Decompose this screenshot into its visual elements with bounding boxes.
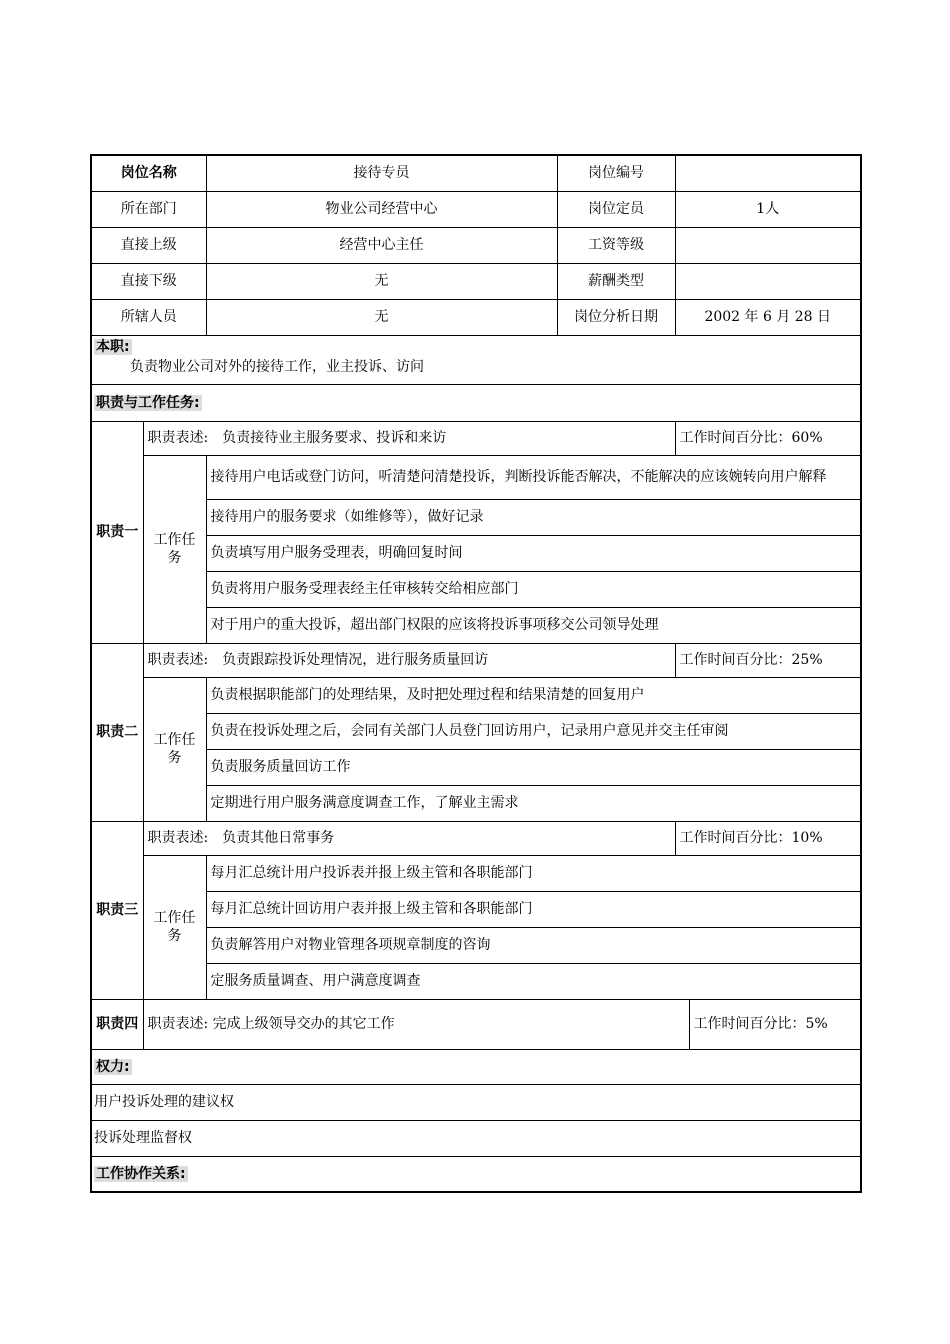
authority-item: 用户投诉处理的建议权 (91, 1084, 861, 1120)
duty-name: 职责一 (91, 421, 143, 643)
task-item: 负责解答用户对物业管理各项规章制度的咨询 (206, 927, 861, 963)
field-label: 所辖人员 (91, 299, 206, 335)
field-value: 无 (206, 263, 557, 299)
task-item: 每月汇总统计回访用户表并报上级主管和各职能部门 (206, 891, 861, 927)
field-label: 工资等级 (557, 227, 675, 263)
duty-description: 职责表述: 负责跟踪投诉处理情况，进行服务质量回访 (143, 643, 675, 677)
duty-time-percentage: 工作时间百分比：60% (675, 421, 861, 455)
task-item: 定服务质量调查、用户满意度调查 (206, 963, 861, 999)
task-item: 每月汇总统计用户投诉表并报上级主管和各职能部门 (206, 855, 861, 891)
field-value: 物业公司经营中心 (206, 191, 557, 227)
duties-section-label: 职责与工作任务: (96, 394, 200, 411)
field-value: 经营中心主任 (206, 227, 557, 263)
task-item: 对于用户的重大投诉，超出部门权限的应该将投诉事项移交公司领导处理 (206, 607, 861, 643)
job-description-table (90, 154, 862, 1193)
authority-header (91, 1049, 861, 1084)
field-label: 岗位名称 (91, 155, 206, 191)
field-value: 接待专员 (206, 155, 557, 191)
field-label: 直接下级 (91, 263, 206, 299)
field-label: 薪酬类型 (557, 263, 675, 299)
duty-name: 职责三 (91, 821, 143, 999)
task-item: 接待用户的服务要求（如维修等），做好记录 (206, 499, 861, 535)
task-label: 工作任务 (143, 677, 206, 821)
task-item: 定期进行用户服务满意度调查工作，了解业主需求 (206, 785, 861, 821)
field-label: 岗位定员 (557, 191, 675, 227)
main-duty-cell (91, 335, 861, 384)
job-description-form (90, 154, 860, 1193)
cooperation-label: 工作协作关系: (96, 1165, 186, 1182)
duty-description: 职责表述: 完成上级领导交办的其它工作 (143, 999, 689, 1049)
main-duty-label: 本职: (96, 338, 130, 355)
field-label: 岗位编号 (557, 155, 675, 191)
duty-name: 职责四 (91, 999, 143, 1049)
duty-time-percentage: 工作时间百分比：5% (689, 999, 861, 1049)
field-label: 岗位分析日期 (557, 299, 675, 335)
authority-item: 投诉处理监督权 (91, 1120, 861, 1156)
task-item: 负责在投诉处理之后，会同有关部门人员登门回访用户，记录用户意见并交主任审阅 (206, 713, 861, 749)
duty-time-percentage: 工作时间百分比：10% (675, 821, 861, 855)
task-item: 接待用户电话或登门访问，听清楚问清楚投诉，判断投诉能否解决，不能解决的应该婉转向用户解释 (206, 455, 861, 499)
duties-section-header (91, 384, 861, 421)
field-label: 所在部门 (91, 191, 206, 227)
authority-label: 权力: (96, 1058, 130, 1075)
duty-name: 职责二 (91, 643, 143, 821)
cooperation-header (91, 1156, 861, 1192)
field-value (675, 155, 861, 191)
task-item: 负责填写用户服务受理表，明确回复时间 (206, 535, 861, 571)
field-value: 1人 (675, 191, 861, 227)
duty-time-percentage: 工作时间百分比：25% (675, 643, 861, 677)
field-value (675, 227, 861, 263)
field-value (675, 263, 861, 299)
duty-description: 职责表述: 负责其他日常事务 (143, 821, 675, 855)
task-item: 负责服务质量回访工作 (206, 749, 861, 785)
task-item: 负责将用户服务受理表经主任审核转交给相应部门 (206, 571, 861, 607)
field-value: 2002 年 6 月 28 日 (675, 299, 861, 335)
field-value: 无 (206, 299, 557, 335)
duty-description: 职责表述: 负责接待业主服务要求、投诉和来访 (143, 421, 675, 455)
field-label: 直接上级 (91, 227, 206, 263)
task-label: 工作任务 (143, 455, 206, 643)
main-duty-text: 负责物业公司对外的接待工作，业主投诉、访问 (130, 358, 424, 375)
task-item: 负责根据职能部门的处理结果，及时把处理过程和结果清楚的回复用户 (206, 677, 861, 713)
task-label: 工作任务 (143, 855, 206, 999)
